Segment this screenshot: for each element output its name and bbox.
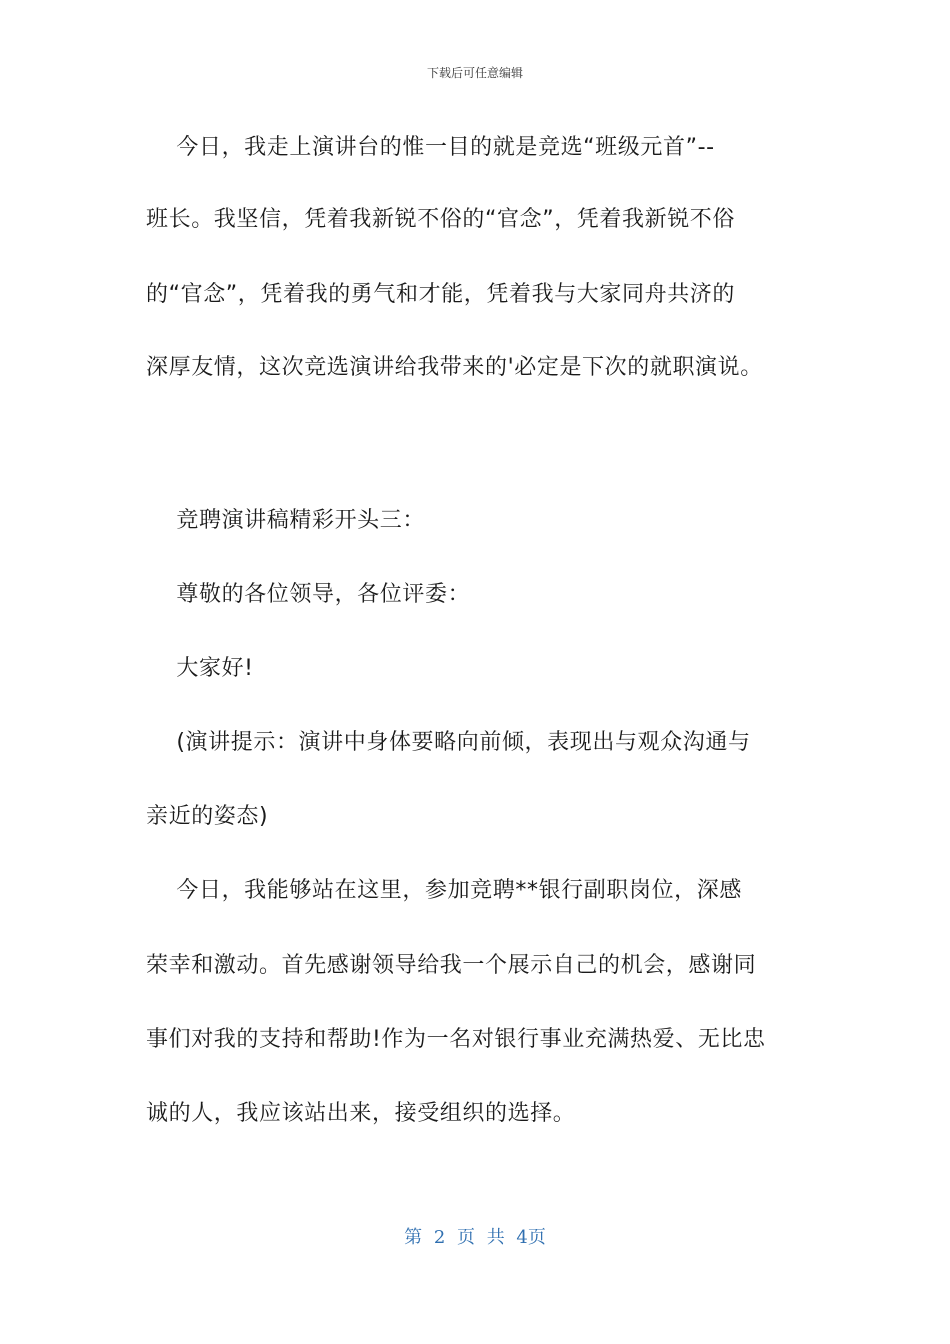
paragraph-line: 今日，我走上演讲台的惟一目的就是竞选“班级元首”-- xyxy=(146,135,715,160)
paragraph-line: 荣幸和激动。首先感谢领导给我一个展示自己的机会，感谢同 xyxy=(146,953,757,978)
paragraph-line: 的“官念”，凭着我的勇气和才能，凭着我与大家同舟共济的 xyxy=(146,282,735,307)
section-heading: 竞聘演讲稿精彩开头三： xyxy=(146,508,425,533)
paragraph-line: (演讲提示：演讲中身体要略向前倾，表现出与观众沟通与 xyxy=(146,730,751,755)
salutation-line: 尊敬的各位领导，各位评委： xyxy=(146,582,471,607)
paragraph-line: 深厚友情，这次竞选演讲给我带来的'必定是下次的就职演说。 xyxy=(146,355,763,380)
page-header-note: 下载后可任意编辑 xyxy=(426,66,523,80)
paragraph-line: 班长。我坚信，凭着我新锐不俗的“官念”，凭着我新锐不俗 xyxy=(146,207,735,232)
paragraph-line: 诚的人，我应该站出来，接受组织的选择。 xyxy=(146,1101,576,1126)
page-number-footer: 第 2 页 共 4页 xyxy=(404,1227,546,1248)
greeting-line: 大家好! xyxy=(146,656,254,681)
paragraph-line: 今日，我能够站在这里，参加竞聘**银行副职岗位，深感 xyxy=(146,878,742,903)
paragraph-line: 亲近的姿态) xyxy=(146,804,269,829)
paragraph-line: 事们对我的支持和帮助!作为一名对银行事业充满热爱、无比忠 xyxy=(146,1027,766,1052)
